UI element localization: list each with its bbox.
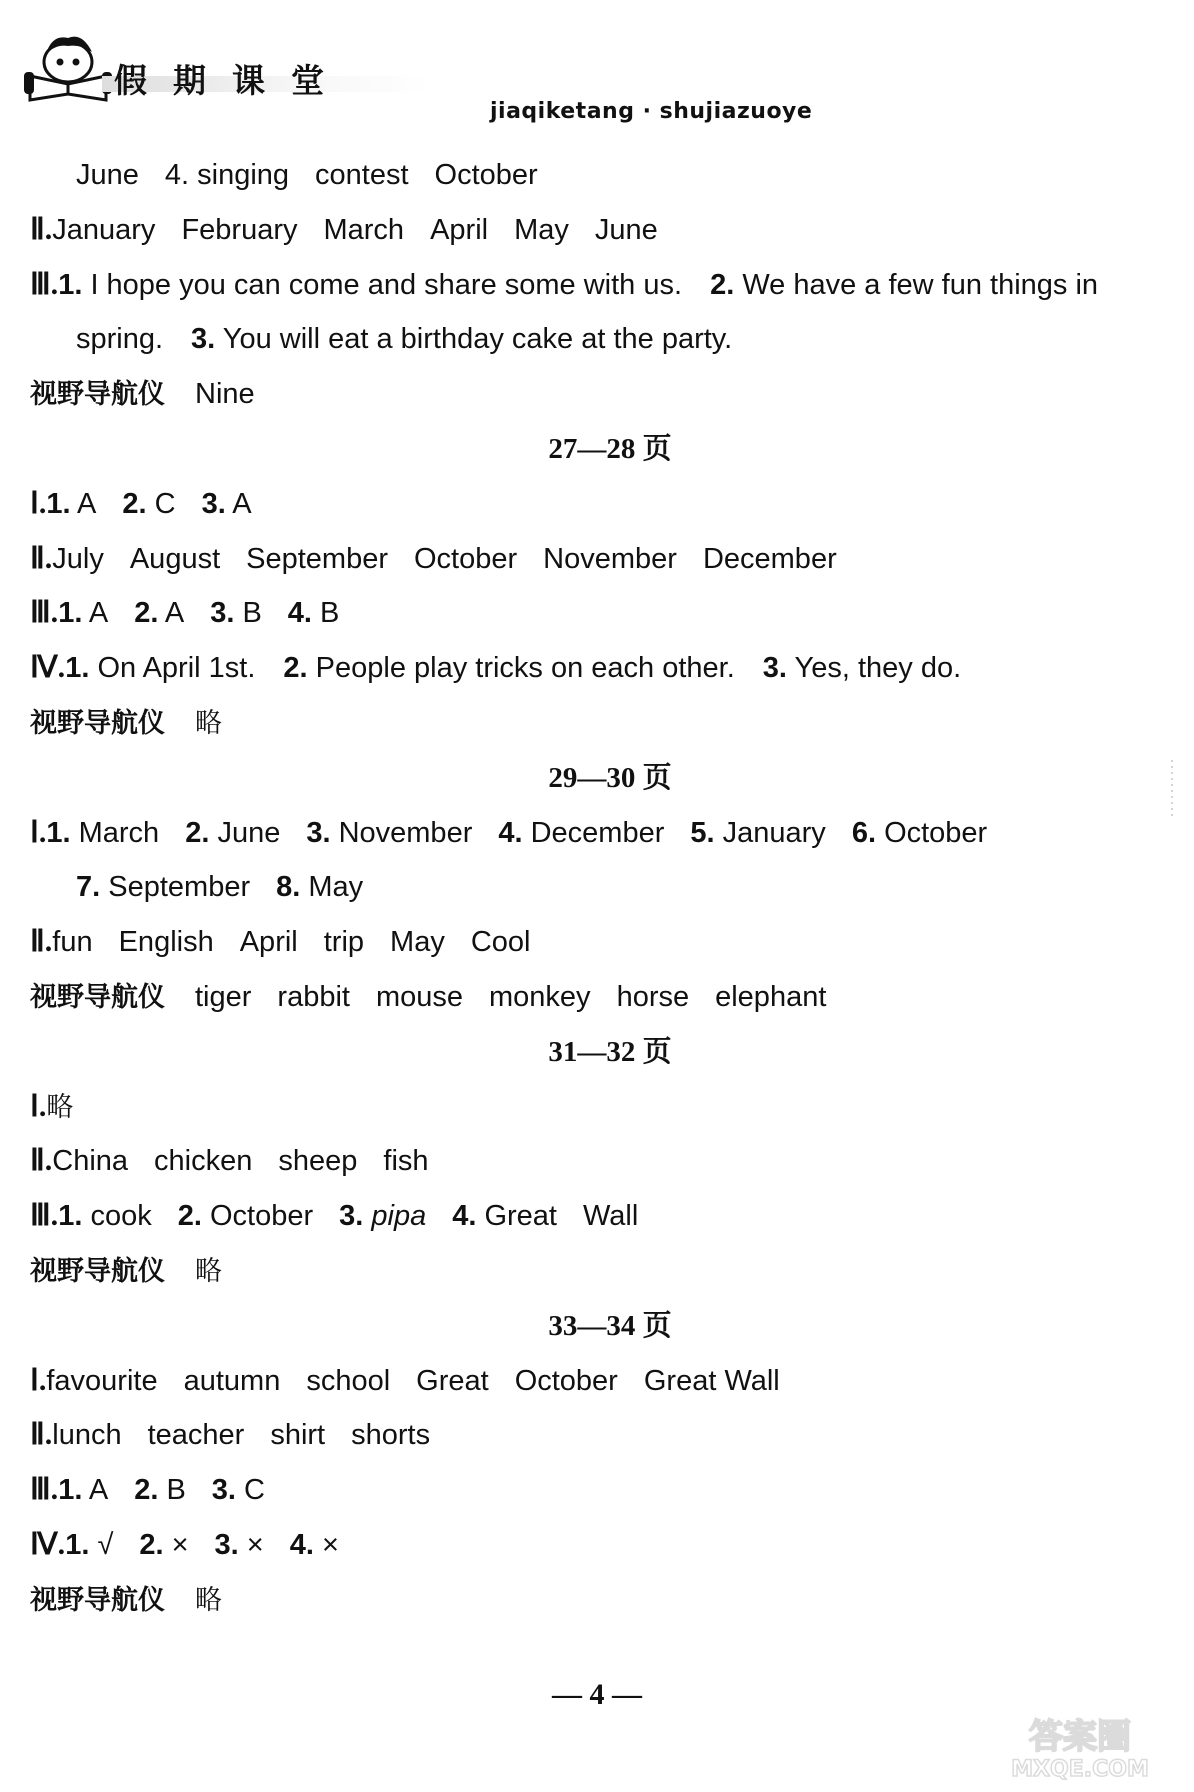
item-number: 1. [58,1474,83,1507]
item-number: 4. [452,1200,477,1233]
page-header [22,28,1172,123]
answer-word: fun [52,926,93,959]
item-number: 8. [276,871,301,904]
answer-choice: A [77,487,97,520]
answer-choice: C [244,1474,265,1507]
brand-title: 假期课堂 [114,61,350,100]
answer-word: chicken [154,1145,253,1178]
page-range-heading: 29—30 页 [548,761,672,794]
answer-word: November [543,542,677,575]
answer-word: December [530,816,665,849]
answer-line [30,970,1170,1025]
answer-word: April [430,213,489,246]
answer-choice: C [154,487,176,520]
watermark-logo [980,1710,1180,1782]
item-number: 2. [185,816,210,849]
roman-numeral: Ⅱ. [30,212,53,246]
page-range-heading: 33—34 页 [548,1309,672,1342]
answer-line [30,860,1170,915]
answer-word: favourite [46,1364,158,1397]
answer-line [30,148,1170,203]
section-label: 视野导航仪 [30,981,165,1013]
answer-word: 略 [195,707,222,739]
answer-sentence: spring. [76,323,164,356]
item-number: 3. [339,1200,364,1233]
answer-word: 略 [46,1091,74,1123]
answer-word: November [338,816,473,849]
answer-word: Nine [195,378,255,411]
answer-word: July [52,542,104,575]
item-number: 3. [191,323,216,356]
header-subtitle: jiaqiketang · shujiazuoye [490,99,813,124]
answer-word: teacher [147,1419,245,1452]
answer-word: June [594,213,658,246]
answer-word: lunch [52,1419,122,1452]
answer-line [30,586,1170,641]
answer-choice: B [320,597,340,630]
answer-word: mouse [375,980,464,1013]
answer-line [30,1354,1170,1409]
item-number: 3. [762,652,787,685]
answer-content [30,148,1170,1628]
roman-numeral: Ⅰ. [30,1089,47,1123]
roman-numeral: Ⅱ. [30,925,53,959]
roman-numeral: Ⅲ. [30,1473,59,1507]
answer-line [30,806,1170,861]
answer-word: Cool [470,926,531,959]
answer-line [30,1573,1170,1628]
answer-line [30,367,1170,422]
item-number: 4. [289,1528,314,1561]
item-number: 1. [58,597,83,630]
answer-word: March [323,213,405,246]
roman-numeral: Ⅱ. [30,541,53,575]
answer-word: 略 [195,1255,222,1287]
item-number: 2. [134,597,159,630]
answer-word: September [108,871,251,904]
answer-line [30,915,1170,970]
answer-line [30,1408,1170,1463]
item-number: 7. [76,871,101,904]
item-number: 1. [65,652,90,685]
answer-word: horse [616,980,690,1013]
answer-word: Wall [582,1200,639,1233]
answer-choice: B [242,597,262,630]
answer-numbered [165,159,289,191]
answer-word: contest [315,159,409,191]
answer-word: China [52,1145,129,1178]
item-number: 3. [201,487,226,520]
item-number: 1. [46,487,71,520]
answer-line [30,1244,1170,1299]
answer-word: September [246,542,388,575]
answer-word: fish [383,1145,429,1178]
answer-word: February [181,213,298,246]
page-number: — 4 — [552,1678,642,1711]
section-label: 视野导航仪 [30,1255,165,1287]
answer-word: December [702,542,837,575]
answer-line [30,1189,1170,1244]
answer-word: shirt [270,1419,326,1452]
answer-word: April [239,926,298,959]
answer-choice: A [164,597,185,630]
answer-line [30,477,1170,532]
item-number: 1. [58,1200,83,1233]
roman-numeral: Ⅲ. [30,267,59,301]
answer-line [30,1518,1170,1573]
item-number: 3. [211,1474,236,1507]
answer-word: school [306,1364,391,1397]
answer-sentence: Yes, they do. [794,652,962,685]
answer-word: 略 [195,1584,222,1616]
cross-icon: × [246,1528,264,1561]
item-number: 2. [710,268,735,301]
item-number: 5. [690,816,715,849]
cross-icon: × [171,1528,189,1561]
answer-word: October [514,1364,618,1397]
answer-sentence: On April 1st. [97,652,256,685]
answer-choice: A [88,1474,109,1507]
answer-word: March [78,816,160,849]
answer-word: tiger [195,980,252,1013]
item-number: 2. [139,1528,164,1561]
item-number: 4. [498,816,523,849]
answer-line [30,312,1170,367]
roman-numeral: Ⅰ. [30,486,47,520]
answer-word: trip [323,926,365,959]
roman-numeral: Ⅳ. [30,651,66,685]
item-number: 2. [177,1200,202,1233]
roman-numeral: Ⅰ. [30,1363,47,1397]
item-number: 4. [287,597,312,630]
roman-numeral: Ⅱ. [30,1144,53,1178]
cross-icon: × [321,1528,339,1561]
answer-word: October [209,1200,314,1233]
page-range-heading: 27—28 页 [548,432,672,465]
section-label: 视野导航仪 [30,1584,165,1616]
item-number: 6. [851,816,876,849]
answer-word: sheep [278,1145,358,1178]
answer-word: English [118,926,214,959]
item-number: 2. [122,487,147,520]
answer-word: May [390,926,445,959]
section-label: 视野导航仪 [30,379,165,411]
item-number: 1. [46,816,71,849]
item-number: 3. [306,816,331,849]
section-label: 视野导航仪 [30,707,165,739]
answer-line [30,203,1170,258]
scan-edge-marks [1170,760,1174,830]
answer-sentence: You will eat a birthday cake at the party. [222,323,733,356]
item-number: 1. [58,268,83,301]
svg-text:答案圈: 答案圈 [1029,1717,1131,1757]
answer-word: Great [484,1200,557,1233]
answer-word: Great [416,1364,489,1397]
answer-word: Great Wall [643,1364,780,1397]
roman-numeral: Ⅲ. [30,1199,59,1233]
answer-sentence: People play tricks on each other. [315,652,735,685]
item-number: 3. [214,1528,239,1561]
answer-word: August [129,542,221,575]
answer-word: autumn [183,1364,281,1397]
roman-numeral: Ⅳ. [30,1527,66,1561]
item-number: 1. [65,1528,90,1561]
answer-word: 4. singing [164,159,290,191]
answer-choice: A [88,597,109,630]
answer-line [30,1080,1170,1135]
answer-word: elephant [715,980,827,1013]
item-number: 2. [283,652,308,685]
answer-choice: A [232,487,252,520]
answer-word: October [414,542,518,575]
answer-choice: B [166,1474,186,1507]
answer-line [30,1463,1170,1518]
answer-word: January [722,816,826,849]
item-number: 3. [210,597,235,630]
answer-line [30,258,1170,313]
answer-word: January [52,213,156,246]
answer-word: May [308,871,364,904]
answer-word: June [217,816,281,849]
answer-line [30,1134,1170,1189]
answer-sentence: We have a few fun things in [742,268,1099,301]
answer-word: pipa [371,1200,427,1233]
answer-word: cook [90,1200,152,1233]
answer-sentence: I hope you can come and share some with us. [90,268,683,301]
svg-text:MXQE.COM: MXQE.COM [1011,1757,1149,1782]
answer-word: shorts [351,1419,431,1452]
answer-word: October [434,159,538,191]
answer-word: monkey [489,980,591,1013]
item-number: 2. [134,1474,159,1507]
answer-word: October [884,816,988,849]
answer-line [30,532,1170,587]
page-range-heading: 31—32 页 [548,1035,672,1068]
checkmark-icon: √ [97,1528,114,1561]
roman-numeral: Ⅱ. [30,1418,53,1452]
roman-numeral: Ⅲ. [30,596,59,630]
roman-numeral: Ⅰ. [30,815,47,849]
answer-word: June [76,159,139,191]
answer-line [30,641,1170,696]
answer-word: rabbit [277,980,350,1013]
answer-line [30,696,1170,751]
answer-word: May [514,213,569,246]
